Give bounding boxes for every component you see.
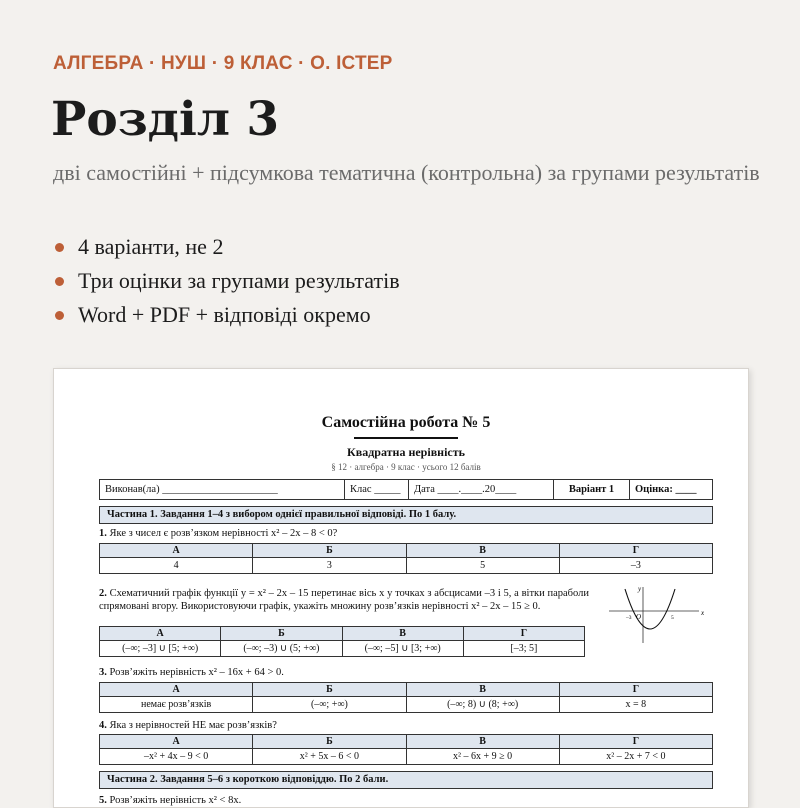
x-axis-label: x bbox=[701, 609, 705, 617]
option-cell: (–∞; –5] ∪ [3; +∞) bbox=[342, 641, 463, 657]
question-text: Розв’яжіть нерівність x² – 16x + 64 > 0. bbox=[109, 667, 284, 678]
question-3 bbox=[99, 666, 713, 679]
question-text: Схематичний графік функції y = x² – 2x – 15 перетинає вісь x у точках з абсцисами –3 і 5, а вітки параболи спрямовані вгору. Використовуючи графік, укажіть множину розв’язків нерівності x² – 2x – 15 ≥ 0. bbox=[99, 588, 589, 612]
question-5 bbox=[99, 794, 713, 807]
worksheet-subtitle: Квадратна нерівність bbox=[347, 445, 465, 459]
option-cell: (–∞; +∞) bbox=[253, 697, 406, 713]
class-field: Клас _____ bbox=[345, 480, 409, 499]
option-cell: (–∞; –3] ∪ [5; +∞) bbox=[100, 641, 221, 657]
parabola-graph bbox=[607, 583, 707, 645]
option-cell: (–∞; 8) ∪ (8; +∞) bbox=[406, 697, 559, 713]
option-cell: 4 bbox=[100, 558, 253, 574]
option-cell: [–3; 5] bbox=[463, 641, 584, 657]
option-header: Б bbox=[253, 683, 406, 697]
y-axis-label: y bbox=[638, 585, 642, 593]
worksheet-title: Самостійна робота № 5 bbox=[321, 414, 491, 431]
option-header: Б bbox=[253, 735, 406, 749]
option-cell: 3 bbox=[253, 558, 406, 574]
question-text: Яка з нерівностей НЕ має розв’язків? bbox=[109, 720, 277, 731]
option-header: А bbox=[100, 735, 253, 749]
bullet-dot-icon bbox=[55, 277, 64, 286]
option-cell: x² – 2x + 7 < 0 bbox=[559, 749, 712, 765]
answer-table-q2 bbox=[99, 626, 585, 657]
option-header: Г bbox=[463, 627, 584, 641]
option-header: Г bbox=[559, 544, 712, 558]
root-left-label: –3 bbox=[626, 615, 632, 621]
root-right-label: 5 bbox=[671, 615, 674, 621]
question-number: 5. bbox=[99, 795, 107, 806]
date-field: Дата ____.____.20____ bbox=[409, 480, 554, 499]
score-field: Оцінка: ____ bbox=[635, 484, 697, 495]
page-subtitle: дві самостійні + підсумкова тематична (контрольна) за групами результатів bbox=[53, 160, 760, 185]
option-header: В bbox=[406, 544, 559, 558]
student-info-bar bbox=[99, 479, 713, 500]
feature-item bbox=[53, 298, 400, 332]
question-text: Розв’яжіть нерівність x² < 8x. bbox=[109, 795, 242, 806]
origin-label: O bbox=[636, 613, 642, 621]
option-header: А bbox=[100, 544, 253, 558]
question-1 bbox=[99, 527, 713, 540]
question-number: 1. bbox=[99, 528, 107, 539]
option-header: Б bbox=[221, 627, 342, 641]
option-cell: x = 8 bbox=[559, 697, 712, 713]
question-number: 4. bbox=[99, 720, 107, 731]
option-header: Г bbox=[559, 735, 712, 749]
option-cell: 5 bbox=[406, 558, 559, 574]
option-cell: x² – 6x + 9 ≥ 0 bbox=[406, 749, 559, 765]
option-header: В bbox=[406, 683, 559, 697]
bullet-dot-icon bbox=[55, 311, 64, 320]
question-4 bbox=[99, 719, 713, 732]
option-cell: –3 bbox=[559, 558, 712, 574]
course-kicker: АЛГЕБРА · НУШ · 9 КЛАС · О. ІСТЕР bbox=[53, 53, 393, 74]
feature-text: Word + PDF + відповіді окремо bbox=[78, 302, 371, 327]
question-number: 2. bbox=[99, 588, 107, 599]
question-number: 3. bbox=[99, 667, 107, 678]
title-underline bbox=[354, 437, 458, 439]
option-cell: (–∞; –3) ∪ (5; +∞) bbox=[221, 641, 342, 657]
parabola-curve bbox=[625, 589, 675, 629]
feature-text: Три оцінки за групами результатів bbox=[78, 268, 400, 293]
question-2 bbox=[99, 587, 589, 613]
feature-text: 4 варіанти, не 2 bbox=[78, 234, 224, 259]
feature-item bbox=[53, 230, 400, 264]
worksheet-meta: § 12 · алгебра · 9 клас · усього 12 балів bbox=[331, 462, 481, 472]
bullet-dot-icon bbox=[55, 243, 64, 252]
variant-label: Варіант 1 bbox=[554, 480, 630, 499]
option-header: А bbox=[100, 627, 221, 641]
name-field: Виконав(ла) ______________________ bbox=[100, 480, 345, 499]
feature-item bbox=[53, 264, 400, 298]
option-header: В bbox=[342, 627, 463, 641]
worksheet-preview bbox=[53, 368, 749, 808]
option-cell: –x² + 4x – 9 < 0 bbox=[100, 749, 253, 765]
question-text: Яке з чисел є розв’язком нерівності x² – 2x – 8 < 0? bbox=[109, 528, 338, 539]
feature-list bbox=[53, 230, 400, 332]
option-header: Б bbox=[253, 544, 406, 558]
option-cell: x² + 5x – 6 < 0 bbox=[253, 749, 406, 765]
answer-table-q4 bbox=[99, 734, 713, 765]
option-header: Г bbox=[559, 683, 712, 697]
part2-header: Частина 2. Завдання 5–6 з короткою відповіддю. По 2 бали. bbox=[99, 771, 713, 789]
option-cell: немає розв’язків bbox=[100, 697, 253, 713]
part1-header: Частина 1. Завдання 1–4 з вибором однієї правильної відповіді. По 1 балу. bbox=[99, 506, 713, 524]
answer-table-q1 bbox=[99, 543, 713, 574]
option-header: А bbox=[100, 683, 253, 697]
page-title: Розділ 3 bbox=[51, 92, 280, 147]
option-header: В bbox=[406, 735, 559, 749]
answer-table-q3 bbox=[99, 682, 713, 713]
